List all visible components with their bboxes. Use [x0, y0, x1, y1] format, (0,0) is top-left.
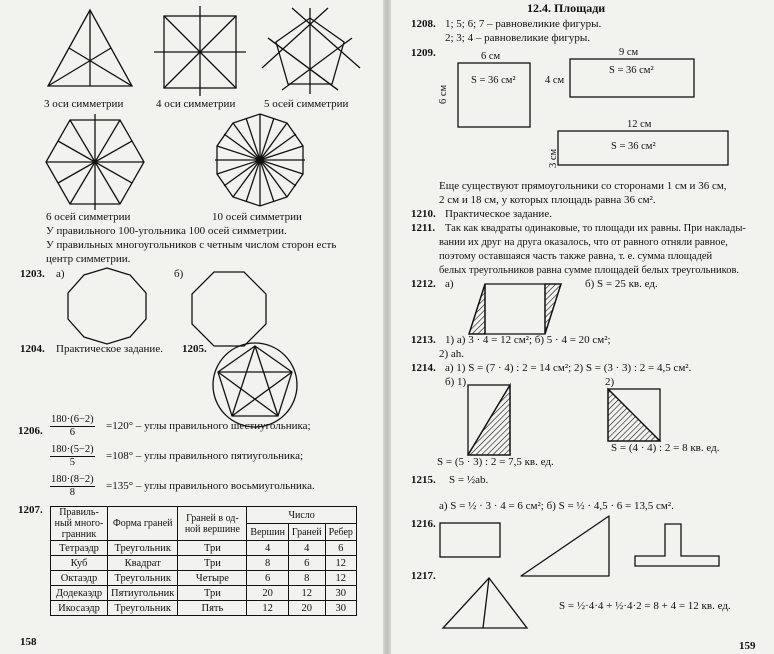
right-triangle-figure-1216 [517, 514, 617, 584]
angle-den-5: 5 [69, 457, 75, 468]
square-half-hatched-figure-2 [607, 388, 667, 448]
ex1215-label: 1215. [411, 474, 436, 486]
ex1211-line3: поэтому оставшаяся часть также равна, т. е. сумма площадей [439, 251, 713, 262]
triangle-figure-1217 [441, 576, 531, 636]
rectangle-figure-1216 [439, 522, 509, 562]
table-cell: Три [178, 541, 247, 556]
angle-num-8: 180·(8−2) [51, 474, 94, 485]
ex1203-b: б) [174, 268, 184, 280]
table-cell: Додекаэдр [51, 586, 108, 601]
angle-den-6: 6 [69, 427, 75, 438]
table-cell: 12 [288, 586, 325, 601]
table-cell: Четыре [178, 571, 247, 586]
table-cell: 12 [325, 571, 356, 586]
ex1216-label: 1216. [411, 518, 436, 530]
ex1213-line1: 1) а) 3 · 4 = 12 см²; б) 5 · 4 = 20 см²; [445, 334, 611, 346]
ex1213-line2: 2) ah. [439, 348, 465, 360]
table-row [51, 556, 357, 571]
ex1211-line4: белых треугольников равна сумме площадей белых треугольников. [439, 265, 740, 276]
ex1214-label: 1214. [411, 362, 436, 374]
right-page [387, 0, 774, 654]
angle-num-5: 180·(5−2) [51, 444, 94, 455]
table-header-face-shape: Форма граней [108, 507, 178, 541]
ex1214-res2: S = (4 · 4) : 2 = 8 кв. ед. [611, 442, 720, 454]
table-cell: Три [178, 556, 247, 571]
page-number-left: 158 [20, 636, 37, 648]
table-cell: 6 [288, 556, 325, 571]
table-header-edges: Ребер [325, 524, 356, 541]
ex1203-a: а) [56, 268, 65, 280]
ex1217-label: 1217. [411, 570, 436, 582]
angle-fraction-8 [50, 474, 95, 499]
circle-pentagon-star-figure [210, 340, 300, 430]
caption-3-axes: 3 оси симметрии [44, 98, 124, 110]
polyhedra-table [50, 506, 357, 616]
angle-fraction-5 [50, 444, 95, 469]
angle-den-8: 8 [69, 487, 75, 498]
rect3-top-label: 12 см [627, 119, 652, 130]
rect1-left-label: 6 см [438, 84, 449, 104]
text-even-2: центр симметрии. [46, 253, 131, 265]
caption-10-axes: 10 осей симметрии [212, 211, 302, 223]
rect2-top-label: 9 см [619, 47, 639, 58]
ex1212-label: 1212. [411, 278, 436, 290]
table-row [51, 571, 357, 586]
ex1215-formula: S = ½ab. [449, 474, 489, 486]
caption-4-axes: 4 оси симметрии [156, 98, 236, 110]
table-cell: Икосаэдр [51, 601, 108, 616]
table-cell: 4 [247, 541, 289, 556]
ex1208-line1: 1; 5; 6; 7 – равновеликие фигуры. [445, 18, 602, 30]
rect2-area: S = 36 см² [609, 65, 654, 76]
table-cell: Октаэдр [51, 571, 108, 586]
rect1-top-label: 6 см [481, 51, 501, 62]
table-row [51, 586, 357, 601]
table-header-faces: Граней [288, 524, 325, 541]
table-cell: Куб [51, 556, 108, 571]
ex1217-formula: S = ½·4·4 + ½·4·2 = 8 + 4 = 12 кв. ед. [559, 600, 731, 612]
angle-result-6: =120° – углы правильного шестиугольника; [106, 420, 311, 432]
caption-6-axes: 6 осей симметрии [46, 211, 131, 223]
rect2-left-label: 4 см [545, 75, 565, 86]
table-cell: 6 [325, 541, 356, 556]
table-cell: Треугольник [108, 571, 178, 586]
octagon-figure [190, 268, 270, 348]
ex1212-a: а) [445, 278, 454, 290]
table-cell: Квадрат [108, 556, 178, 571]
ex1208-line2: 2; 3; 4 – равновеликие фигуры. [445, 32, 590, 44]
table-cell: Треугольник [108, 541, 178, 556]
ex1213-label: 1213. [411, 334, 436, 346]
section-title: 12.4. Площади [527, 1, 606, 15]
rect-half-hatched-figure-1 [467, 384, 517, 464]
ex1212-b: б) S = 25 кв. ед. [585, 278, 658, 290]
table-cell: 30 [325, 586, 356, 601]
ex1214-line1: а) 1) S = (7 · 4) : 2 = 14 см²; 2) S = (3 · 3) : 2 = 4,5 см². [445, 362, 692, 374]
table-cell: Пятиугольник [108, 586, 178, 601]
ex1206-label: 1206. [18, 425, 43, 437]
angle-num-6: 180·(6−2) [51, 414, 94, 425]
text-100gon: У правильного 100-угольника 100 осей симметрии. [46, 225, 287, 237]
table-cell: Тетраэдр [51, 541, 108, 556]
ex1208-label: 1208. [411, 18, 436, 30]
ex1214-res1: S = (5 · 3) : 2 = 7,5 кв. ед. [437, 456, 554, 468]
ex1209-label: 1209. [411, 47, 436, 59]
table-header-row [51, 507, 357, 524]
t-shape-figure-1216 [635, 522, 725, 572]
table-cell: Треугольник [108, 601, 178, 616]
caption-5-axes: 5 осей симметрии [264, 98, 349, 110]
table-cell: 12 [325, 556, 356, 571]
ex1214-b2: 2) [605, 376, 615, 388]
table-cell: 20 [288, 601, 325, 616]
ex1215-line: а) S = ½ · 3 · 4 = 6 см²; б) S = ½ · 4,5 · 6 = 13,5 см². [439, 500, 674, 512]
ex1205-label: 1205. [182, 343, 207, 355]
parallelogram-hatched-figure [469, 280, 569, 340]
ex1210-text: Практическое задание. [445, 208, 552, 220]
table-cell: Пять [178, 601, 247, 616]
rect1-area: S = 36 см² [471, 75, 516, 86]
ex1207-label: 1207. [18, 504, 43, 516]
table-cell: 30 [325, 601, 356, 616]
angle-result-5: =108° – углы правильного пятиугольника; [106, 450, 304, 462]
pentagon-axes-figure [262, 6, 362, 96]
rect3-left-label: 3 см [548, 148, 559, 168]
ex1209-text2: 2 см и 18 см, у которых площадь равна 36 см². [439, 194, 656, 206]
hexagon-axes-figure [42, 110, 152, 210]
angle-fraction-6 [50, 414, 95, 439]
square-6x6 [457, 62, 537, 132]
triangle-axes-figure [40, 6, 140, 96]
ex1209-text1: Еще существуют прямоугольники со сторонами 1 см и 36 см, [439, 180, 727, 192]
table-row [51, 541, 357, 556]
ex1211-line2: вании их друг на друга оказалось, что от равного отняли равное, [439, 237, 728, 248]
table-header-count: Число [247, 507, 357, 524]
table-cell: Три [178, 586, 247, 601]
angle-result-8: =135° – углы правильного восьмиугольника. [106, 480, 315, 492]
table-cell: 6 [247, 571, 289, 586]
ex1204-text: Практическое задание. [56, 343, 163, 355]
table-header-vertices: Вершин [247, 524, 289, 541]
table-header-polyhedron: Правиль-ный много-гранник [51, 507, 108, 541]
ex1204-label: 1204. [20, 343, 45, 355]
table-cell: 8 [288, 571, 325, 586]
decagon-axes-figure [210, 110, 310, 210]
ex1211-label: 1211. [411, 222, 436, 234]
table-cell: 12 [247, 601, 289, 616]
square-axes-figure [158, 6, 248, 96]
table-cell: 4 [288, 541, 325, 556]
ex1211-line1: Так как квадраты одинаковые, то площади их равны. При наклады- [445, 223, 746, 234]
text-even-1: У правильных многоугольников с четным числом сторон есть [46, 239, 337, 251]
ex1203-label: 1203. [20, 268, 45, 280]
ex1210-label: 1210. [411, 208, 436, 220]
table-header-faces-per-vertex: Граней в од-ной вершине [178, 507, 247, 541]
ex1214-b1: б) 1) [445, 376, 467, 388]
page-number-right: 159 [739, 640, 756, 652]
table-cell: 8 [247, 556, 289, 571]
table-cell: 20 [247, 586, 289, 601]
rect3-area: S = 36 см² [611, 141, 656, 152]
table-row [51, 601, 357, 616]
decagon-figure [62, 264, 152, 349]
